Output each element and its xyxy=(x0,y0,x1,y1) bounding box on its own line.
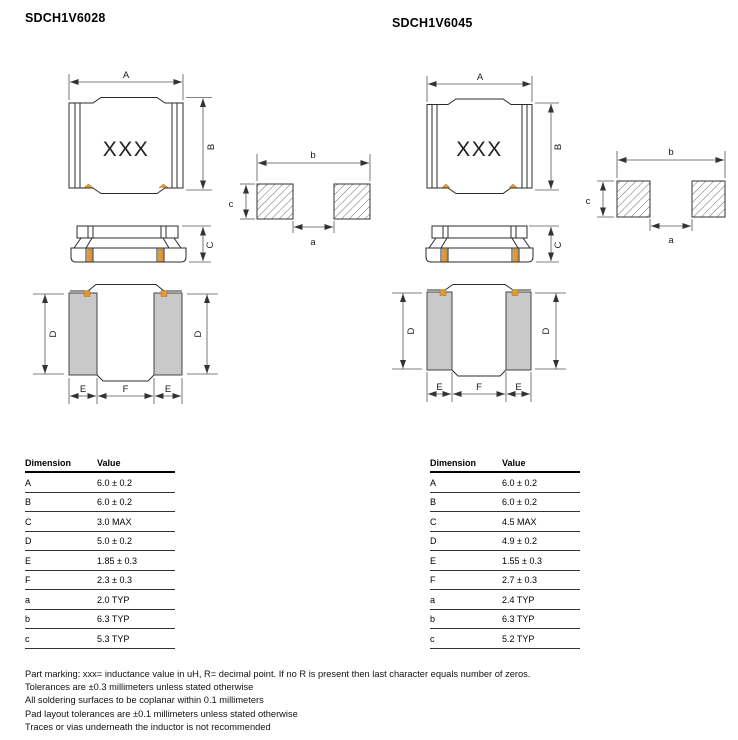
dimension-cell: c xyxy=(430,629,502,649)
value-cell: 1.85 ± 0.3 xyxy=(97,551,175,571)
part-marking: XXX xyxy=(102,138,150,161)
column-header-dimension: Dimension xyxy=(25,456,97,472)
table-row xyxy=(25,512,175,532)
dim-label-C: C xyxy=(205,241,216,249)
dimension-table-sdch1v6028 xyxy=(25,456,175,649)
side-view xyxy=(426,226,564,262)
dimension-cell: A xyxy=(25,472,97,492)
value-cell: 2.3 ± 0.3 xyxy=(97,570,175,590)
dim-label-B: B xyxy=(553,143,564,151)
value-cell: 1.55 ± 0.3 xyxy=(502,551,580,571)
dim-label-F: F xyxy=(122,384,129,395)
dimension-cell: c xyxy=(25,629,97,649)
dimension-cell: F xyxy=(25,570,97,590)
value-cell: 4.9 ± 0.2 xyxy=(502,531,580,551)
note-line: Pad layout tolerances are ±0.1 millimeters unless stated otherwise xyxy=(25,708,298,719)
terminal-mark xyxy=(512,290,518,296)
value-cell: 6.3 TYP xyxy=(97,609,175,629)
table-header-row xyxy=(25,456,175,472)
dimension-cell: E xyxy=(430,551,502,571)
table-header-row xyxy=(430,456,580,472)
dimension-cell: B xyxy=(25,492,97,512)
dimension-cell: a xyxy=(25,590,97,610)
table-row xyxy=(430,472,580,492)
value-cell: 6.0 ± 0.2 xyxy=(502,472,580,492)
table-row xyxy=(430,609,580,629)
solder-fillet-mark xyxy=(159,184,168,188)
solder-fillet-mark xyxy=(509,184,517,188)
top-view xyxy=(427,72,564,194)
dim-label-D: D xyxy=(193,330,204,338)
dimension-cell: A xyxy=(430,472,502,492)
dim-label-a: a xyxy=(310,237,316,248)
part-marking: XXX xyxy=(456,138,503,161)
mechanical-drawing-sdch1v6045 xyxy=(380,60,738,420)
solder-fillet-mark xyxy=(84,184,93,188)
dim-label-E: E xyxy=(164,384,172,395)
terminal-band xyxy=(514,249,519,262)
column-header-value: Value xyxy=(97,456,175,472)
land-pattern xyxy=(586,147,725,246)
table-row xyxy=(430,629,580,649)
dim-label-c: c xyxy=(228,199,234,210)
terminal-band xyxy=(159,249,164,262)
note-line: Tolerances are ±0.3 millimeters unless stated otherwise xyxy=(25,682,254,693)
part-title-sdch1v6045: SDCH1V6045 xyxy=(392,16,473,30)
value-cell: 3.0 MAX xyxy=(97,512,175,532)
mechanical-drawing-sdch1v6028 xyxy=(20,60,380,420)
dim-label-E: E xyxy=(79,384,87,395)
table-row xyxy=(25,531,175,551)
dim-label-c: c xyxy=(585,196,591,207)
terminal-mark xyxy=(84,291,90,297)
value-cell: 5.0 ± 0.2 xyxy=(97,531,175,551)
note-line: Traces or vias underneath the inductor is not recommended xyxy=(25,721,271,732)
dim-label-b: b xyxy=(668,147,674,158)
value-cell: 5.2 TYP xyxy=(502,629,580,649)
dim-label-D: D xyxy=(541,327,552,335)
value-cell: 5.3 TYP xyxy=(97,629,175,649)
table-row xyxy=(430,570,580,590)
terminal-mark xyxy=(161,291,167,297)
value-cell: 6.0 ± 0.2 xyxy=(97,492,175,512)
top-view xyxy=(69,70,217,194)
dim-label-E: E xyxy=(515,382,522,393)
dim-label-C: C xyxy=(553,241,564,249)
value-cell: 2.7 ± 0.3 xyxy=(502,570,580,590)
note-line: All soldering surfaces to be coplanar within 0.1 millimeters xyxy=(25,695,264,706)
dimension-cell: C xyxy=(25,512,97,532)
dim-label-A: A xyxy=(476,72,484,83)
value-cell: 2.4 TYP xyxy=(502,590,580,610)
table-row xyxy=(25,629,175,649)
dimension-cell: E xyxy=(25,551,97,571)
part-title-sdch1v6028: SDCH1V6028 xyxy=(25,11,106,25)
bottom-view xyxy=(33,285,218,405)
dim-label-F: F xyxy=(476,382,482,393)
value-cell: 4.5 MAX xyxy=(502,512,580,532)
dimension-cell: b xyxy=(430,609,502,629)
table-row xyxy=(25,590,175,610)
table-row xyxy=(430,512,580,532)
table-row xyxy=(25,609,175,629)
dim-label-A: A xyxy=(122,70,130,81)
dimension-cell: b xyxy=(25,609,97,629)
dim-label-D: D xyxy=(406,327,417,335)
dim-label-B: B xyxy=(206,143,217,151)
table-row xyxy=(430,531,580,551)
table-row xyxy=(430,551,580,571)
solder-fillet-mark xyxy=(442,184,450,188)
column-header-value: Value xyxy=(502,456,580,472)
dim-label-b: b xyxy=(310,150,316,161)
dimension-cell: C xyxy=(430,512,502,532)
note-line: Part marking: xxx= inductance value in uH, R= decimal point. If no R is present then last character equals number of zeros. xyxy=(25,669,531,679)
table-row xyxy=(25,472,175,492)
dimension-cell: B xyxy=(430,492,502,512)
table-row xyxy=(25,492,175,512)
land-pattern xyxy=(229,150,370,248)
side-view xyxy=(71,226,216,262)
column-header-dimension: Dimension xyxy=(430,456,502,472)
value-cell: 6.3 TYP xyxy=(502,609,580,629)
bottom-view xyxy=(392,285,566,403)
dim-label-E: E xyxy=(436,382,443,393)
table-row xyxy=(430,492,580,512)
table-row xyxy=(25,551,175,571)
dim-label-a: a xyxy=(668,235,674,246)
table-row xyxy=(430,590,580,610)
dimension-cell: a xyxy=(430,590,502,610)
value-cell: 2.0 TYP xyxy=(97,590,175,610)
terminal-band xyxy=(443,249,448,262)
dimension-cell: D xyxy=(25,531,97,551)
value-cell: 6.0 ± 0.2 xyxy=(97,472,175,492)
value-cell: 6.0 ± 0.2 xyxy=(502,492,580,512)
table-row xyxy=(25,570,175,590)
dim-label-D: D xyxy=(48,330,59,338)
dimension-table-sdch1v6045 xyxy=(430,456,580,649)
dimension-cell: D xyxy=(430,531,502,551)
terminal-mark xyxy=(440,290,446,296)
dimension-cell: F xyxy=(430,570,502,590)
footnotes xyxy=(25,668,530,734)
terminal-band xyxy=(88,249,93,262)
